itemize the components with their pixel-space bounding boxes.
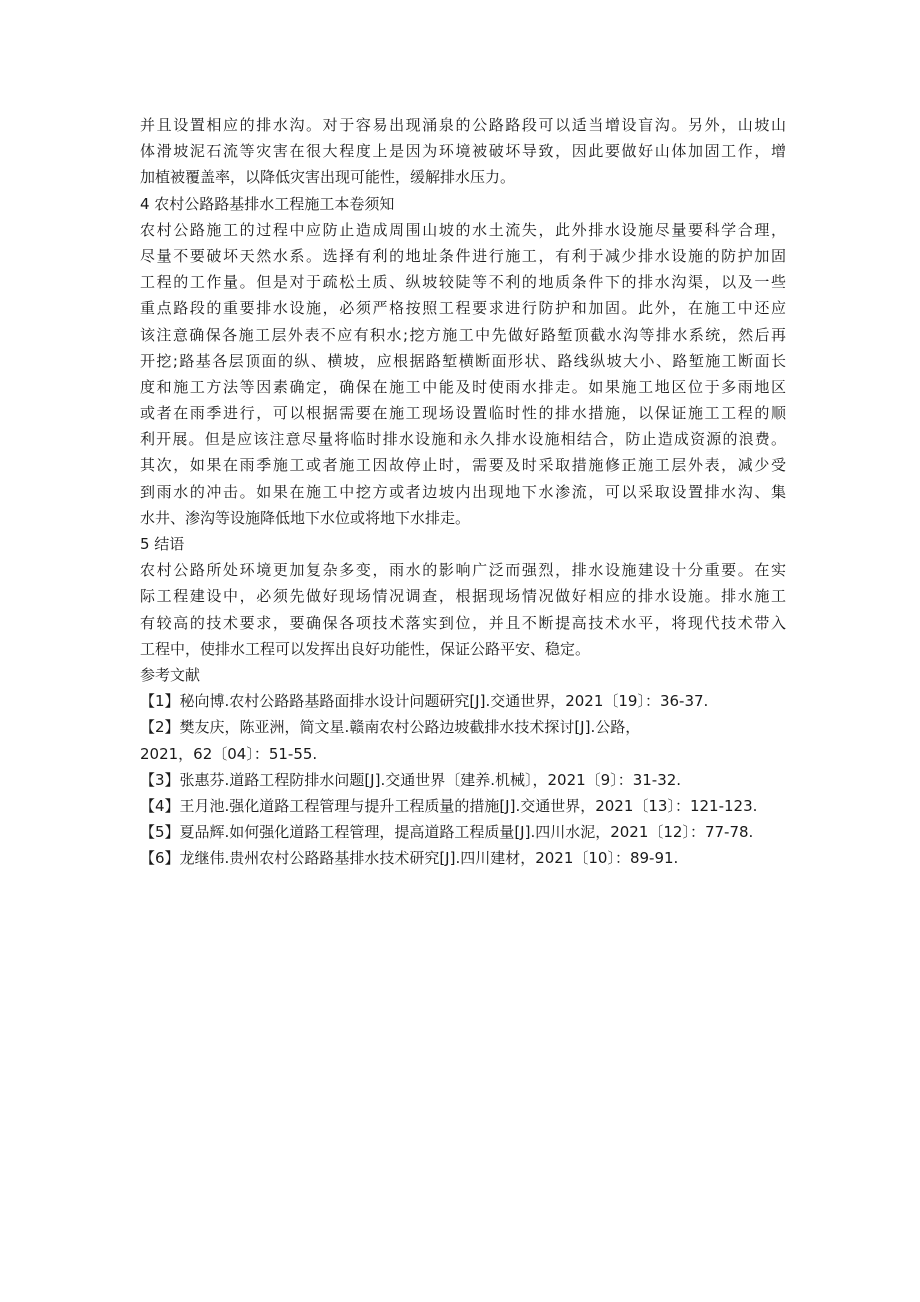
section-heading: 5 结语 <box>140 535 185 553</box>
reference-item: 【2】樊友庆，陈亚洲，简文星.赣南农村公路边坡截排水技术探讨[J].公路， <box>140 718 641 737</box>
paragraph-line: 体滑坡泥石流等灾害在很大程度上是因为环境被破坏导致，因此要做好山体加固工作，增 <box>140 142 786 161</box>
paragraph-line: 开挖;路基各层顶面的纵、横坡，应根据路堑横断面形状、路线纵坡大小、路堑施工断面长 <box>140 351 786 370</box>
reference-item: 【6】龙继伟.贵州农村公路路基排水技术研究[J].四川建材，2021〔10〕：89-91. <box>140 849 679 868</box>
reference-item: 【1】秘向博.农村公路路基路面排水设计问题研究[J].交通世界，2021〔19〕：36-37. <box>140 692 709 711</box>
section-heading: 4 农村公路路基排水工程施工本卷须知 <box>140 194 395 213</box>
reference-item: 【4】王月池.强化道路工程管理与提升工程质量的措施[J].交通世界，2021〔13〕：121-123. <box>140 796 758 815</box>
paragraph-line: 尽量不要破坏天然水系。选择有利的地址条件进行施工，有利于减少排水设施的防护加固 <box>140 246 786 265</box>
paragraph-line: 度和施工方法等因素确定，确保在施工中能及时使雨水排走。如果施工地区位于多雨地区 <box>140 377 786 396</box>
paragraph-line: 工程的工作量。但是对于疏松土质、纵坡较陡等不利的地质条件下的排水沟渠，以及一些 <box>140 273 786 292</box>
paragraph-line: 并且设置相应的排水沟。对于容易出现涌泉的公路路段可以适当增设盲沟。另外，山坡山 <box>140 116 786 134</box>
paragraph-line: 到雨水的冲击。如果在施工中挖方或者边坡内出现地下水渗流，可以采取设置排水沟、集 <box>140 482 786 501</box>
reference-item: 【3】张惠芬.道路工程防排水问题[J].交通世界〔建养.机械〕，2021〔9〕：31-32. <box>140 770 682 789</box>
paragraph-line: 水井、渗沟等设施降低地下水位或将地下水排走。 <box>140 508 471 527</box>
paragraph-line: 该注意确保各施工层外表不应有积水;挖方施工中先做好路堑顶截水沟等排水系统，然后再 <box>140 325 786 344</box>
paragraph-line: 加植被覆盖率，以降低灾害出现可能性，缓解排水压力。 <box>140 168 516 187</box>
paragraph-line: 农村公路施工的过程中应防止造成周围山坡的水土流失，此外排水设施尽量要科学合理， <box>140 220 786 239</box>
document-page <box>140 112 786 871</box>
references-heading: 参考文献 <box>140 665 201 684</box>
paragraph-line: 重点路段的重要排水设施，必须严格按照工程要求进行防护和加固。此外，在施工中还应 <box>140 299 786 318</box>
reference-item: 2021，62〔04〕：51-55. <box>140 744 318 763</box>
paragraph-line: 工程中，使排水工程可以发挥出良好功能性，保证公路平安、稳定。 <box>140 639 591 658</box>
paragraph-line: 有较高的技术要求，要确保各项技术落实到位，并且不断提高技术水平，将现代技术带入 <box>140 613 786 632</box>
paragraph-line: 利开展。但是应该注意尽量将临时排水设施和永久排水设施相结合，防止造成资源的浪费。 <box>140 430 786 449</box>
paragraph-line: 农村公路所处环境更加复杂多变，雨水的影响广泛而强烈，排水设施建设十分重要。在实 <box>140 561 786 580</box>
paragraph-line: 或者在雨季进行，可以根据需要在施工现场设置临时性的排水措施，以保证施工工程的顺 <box>140 404 786 423</box>
reference-item: 【5】夏品辉.如何强化道路工程管理，提高道路工程质量[J].四川水泥，2021〔12〕：77-78. <box>140 823 754 842</box>
paragraph-line: 际工程建设中，必须先做好现场情况调查，根据现场情况做好相应的排水设施。排水施工 <box>140 587 786 606</box>
paragraph-line: 其次，如果在雨季施工或者施工因故停止时，需要及时采取措施修正施工层外表，减少受 <box>140 456 786 475</box>
